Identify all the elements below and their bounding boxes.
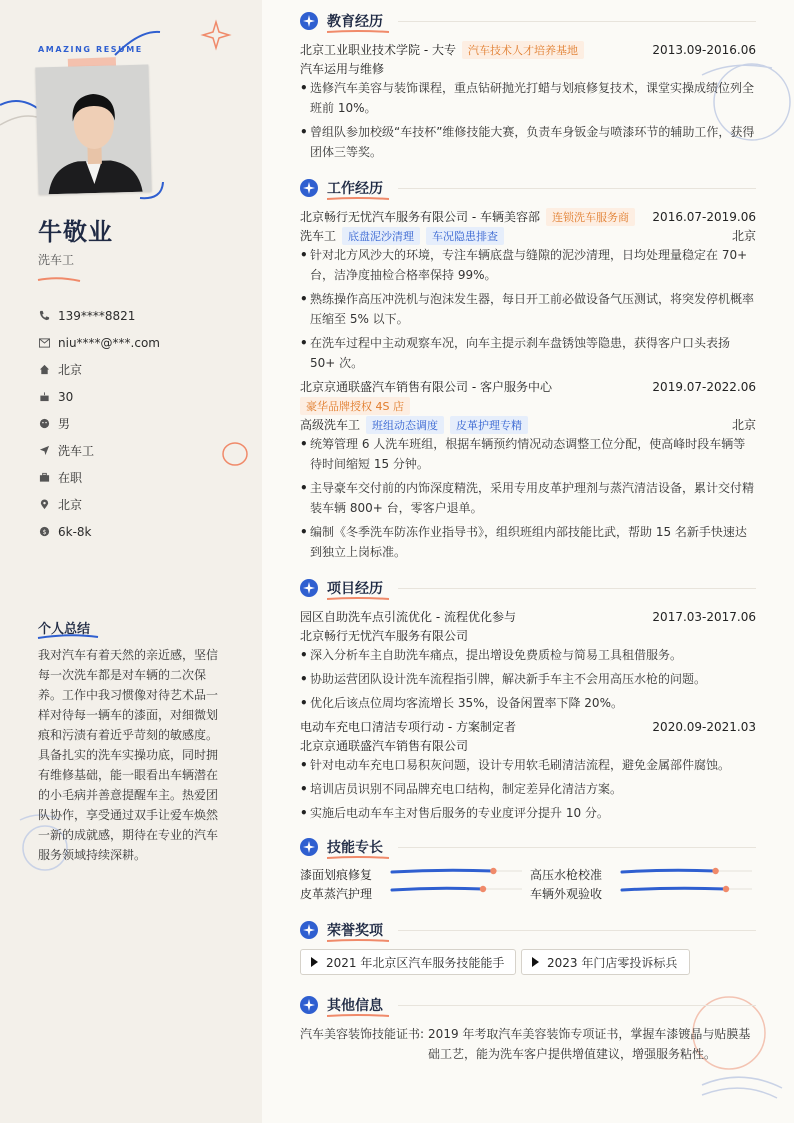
name-underline [38, 278, 80, 281]
job-1-header: 北京畅行无忧汽车服务有限公司 - 车辆美容部 连锁洗车服务商 2016.07-2019.06 [300, 209, 756, 224]
contact-list [38, 302, 160, 545]
section-title: 其他信息 [327, 998, 383, 1014]
location-pin-icon [38, 499, 50, 511]
briefcase-icon [38, 472, 50, 484]
school-tag: 汽车技术人才培养基地 [462, 41, 584, 59]
project-2-bullets: • 针对电动车充电口易积灰问题，设计专用软毛刷清洁流程，避免金属部件腐蚀。 • 培训店员识别不同品牌充电口结构，制定差异化清洁方案。 • 实施后电动车车主对售后服务的专业度评分提升 10 分。 [300, 755, 756, 823]
other-label: 汽车美容装饰技能证书: [300, 1027, 425, 1041]
contact-job: 洗车工 [38, 437, 160, 464]
blue-swoosh-left [0, 101, 40, 110]
section-awards [300, 919, 756, 943]
job-1-bullets: • 针对北方风沙大的环境，专注车辆底盘与缝隙的泥沙清理，日均处理量稳定在 70+ 台，洁净度抽检合格率保持 99%。 • 熟练操作高压冲洗机与泡沫发生器，每日开工前必做设备气压测试，将突发停机概率压缩至 5% 以下。 • 在洗车过程中主动观察车况，向车主提示刹车盘锈蚀等隐患，获得客户口头表扬 50+ 次。 [300, 245, 756, 373]
education-date: 2013.09-2016.06 [652, 42, 756, 57]
job-2-role: 高级洗车工 班组动态调度 皮革护理专精 北京 [300, 415, 756, 434]
skill-level-marker [490, 868, 496, 874]
skill-level-fill [392, 888, 483, 890]
award-item: 2021 年北京区汽车服务技能能手 [300, 949, 516, 975]
skill-name: 高压水枪校准 [530, 868, 603, 882]
main-content [262, 0, 794, 1123]
contact-status: 在职 [38, 464, 160, 491]
mail-icon [38, 337, 50, 349]
contact-age: 30 [38, 383, 160, 410]
send-icon [38, 445, 50, 457]
education-row: 北京工业职业技术学院 - 大专 汽车技术人才培养基地 2013.09-2016.06 [300, 42, 756, 57]
svg-text:$: $ [41, 527, 47, 536]
award-item: 2023 年门店零投诉标兵 [521, 949, 690, 975]
skill-level-marker [712, 868, 718, 874]
skill-level-fill [392, 870, 493, 872]
job-2-header: 北京京通联盛汽车销售有限公司 - 客户服务中心 2019.07-2022.06 [300, 379, 756, 394]
salary-icon [38, 526, 50, 538]
job-2-tag-row: 豪华品牌授权 4S 店 [300, 396, 756, 415]
project-1-org: 北京畅行无忧汽车服务有限公司 [300, 629, 469, 643]
play-icon [311, 957, 318, 967]
skill-level-fill [622, 870, 716, 872]
skill-name: 皮革蒸汽护理 [300, 887, 373, 901]
cake-icon [38, 391, 50, 403]
section-title: 教育经历 [327, 14, 383, 30]
contact-home: 北京 [38, 356, 160, 383]
project-1-bullets: • 深入分析车主自助洗车痛点，提出增设免费质检与简易工具租借服务。 • 协助运营团队设计洗车流程指引牌，解决新手车主不会用高压水枪的问题。 • 优化后该点位周均客流增长 35%，设备闲置率下降 20%。 [300, 645, 756, 713]
skill-level-marker [723, 886, 729, 892]
star-outline [203, 22, 229, 48]
home-icon [38, 364, 50, 376]
section-title: 技能专长 [327, 840, 383, 856]
section-star-icon [300, 996, 318, 1014]
section-title: 荣誉奖项 [327, 923, 383, 939]
project-1-header: 园区自助洗车点引流优化 - 流程优化参与 2017.03-2017.06 [300, 609, 756, 624]
orange-circle [223, 443, 247, 465]
gender-icon [38, 418, 50, 430]
education-bullets: • 选修汽车美容与装饰课程，重点钻研抛光打蜡与划痕修复技术，课堂实操成绩位列全班前 10%。 • 曾组队参加校级“车技杯”维修技能大赛，负责车身钣金与喷漆环节的辅助工作，获得团体三等奖。 [300, 78, 756, 162]
phone-icon [38, 310, 50, 322]
skill-name: 车辆外观验收 [530, 887, 603, 901]
job-1-role: 洗车工 底盘泥沙清理 车况隐患排查 北京 [300, 226, 756, 245]
contact-phone: 139****8821 [38, 302, 160, 329]
contact-city: 北京 [38, 491, 160, 518]
avatar-photo [35, 65, 151, 195]
brand-label: AMAZING RESUME [38, 45, 143, 54]
contact-gender: 男 [38, 410, 160, 437]
section-star-icon [300, 921, 318, 939]
skill-level-fill [622, 888, 726, 890]
project-2-header: 电动车充电口清洁专项行动 - 方案制定者 2020.09-2021.03 [300, 719, 756, 734]
candidate-title: 洗车工 [38, 253, 75, 267]
contact-salary: $ 6k-8k [38, 518, 160, 545]
other-text: 2019 年考取汽车美容装饰专项证书，掌握车漆镀晶与贴膜基础工艺，能为洗车客户提供增值建议，增强服务粘性。 [428, 1027, 751, 1061]
job-2-bullets: • 统筹管理 6 人洗车班组，根据车辆预约情况动态调整工位分配，使高峰时段车辆等待时间缩短 15 分钟。 • 主导豪车交付前的内饰深度精洗，采用专用皮革护理剂与蒸汽清洁设备，累计交付精装车辆 800+ 台，零客户退单。 • 编制《冬季洗车防冻作业指导书》，组织班组内部技能比武，帮助 15 名新手快速达到独立上岗标准。 [300, 434, 756, 562]
play-icon [532, 957, 539, 967]
section-other [300, 994, 756, 1064]
section-title: 项目经历 [327, 581, 383, 597]
education-major: 汽车运用与维修 [300, 62, 385, 76]
contact-email: niu****@***.com [38, 329, 160, 356]
summary-text: 我对汽车有着天然的亲近感，坚信每一次洗车都是对车辆的二次保养。工作中我习惯像对待艺术品一样对待每一辆车的漆面，对细微划痕和污渍有着近乎苛刻的敏感度。具备扎实的洗车实操功底，同时拥有维修基础，能一眼看出车辆潜在的小毛病并善意提醒车主。热爱团队协作，享受通过双手让爱车焕然一新的成就感，期待在专业的汽车服务领域持续深耕。 [38, 648, 219, 862]
sidebar [0, 0, 262, 1123]
other-info [300, 1024, 756, 1064]
candidate-name: 牛敬业 [38, 218, 113, 246]
skill-level-marker [480, 886, 486, 892]
project-2-org: 北京京通联盛汽车销售有限公司 [300, 739, 469, 753]
summary-heading: 个人总结 [38, 622, 91, 637]
skill-name: 漆面划痕修复 [300, 868, 373, 882]
section-title: 工作经历 [327, 181, 383, 197]
